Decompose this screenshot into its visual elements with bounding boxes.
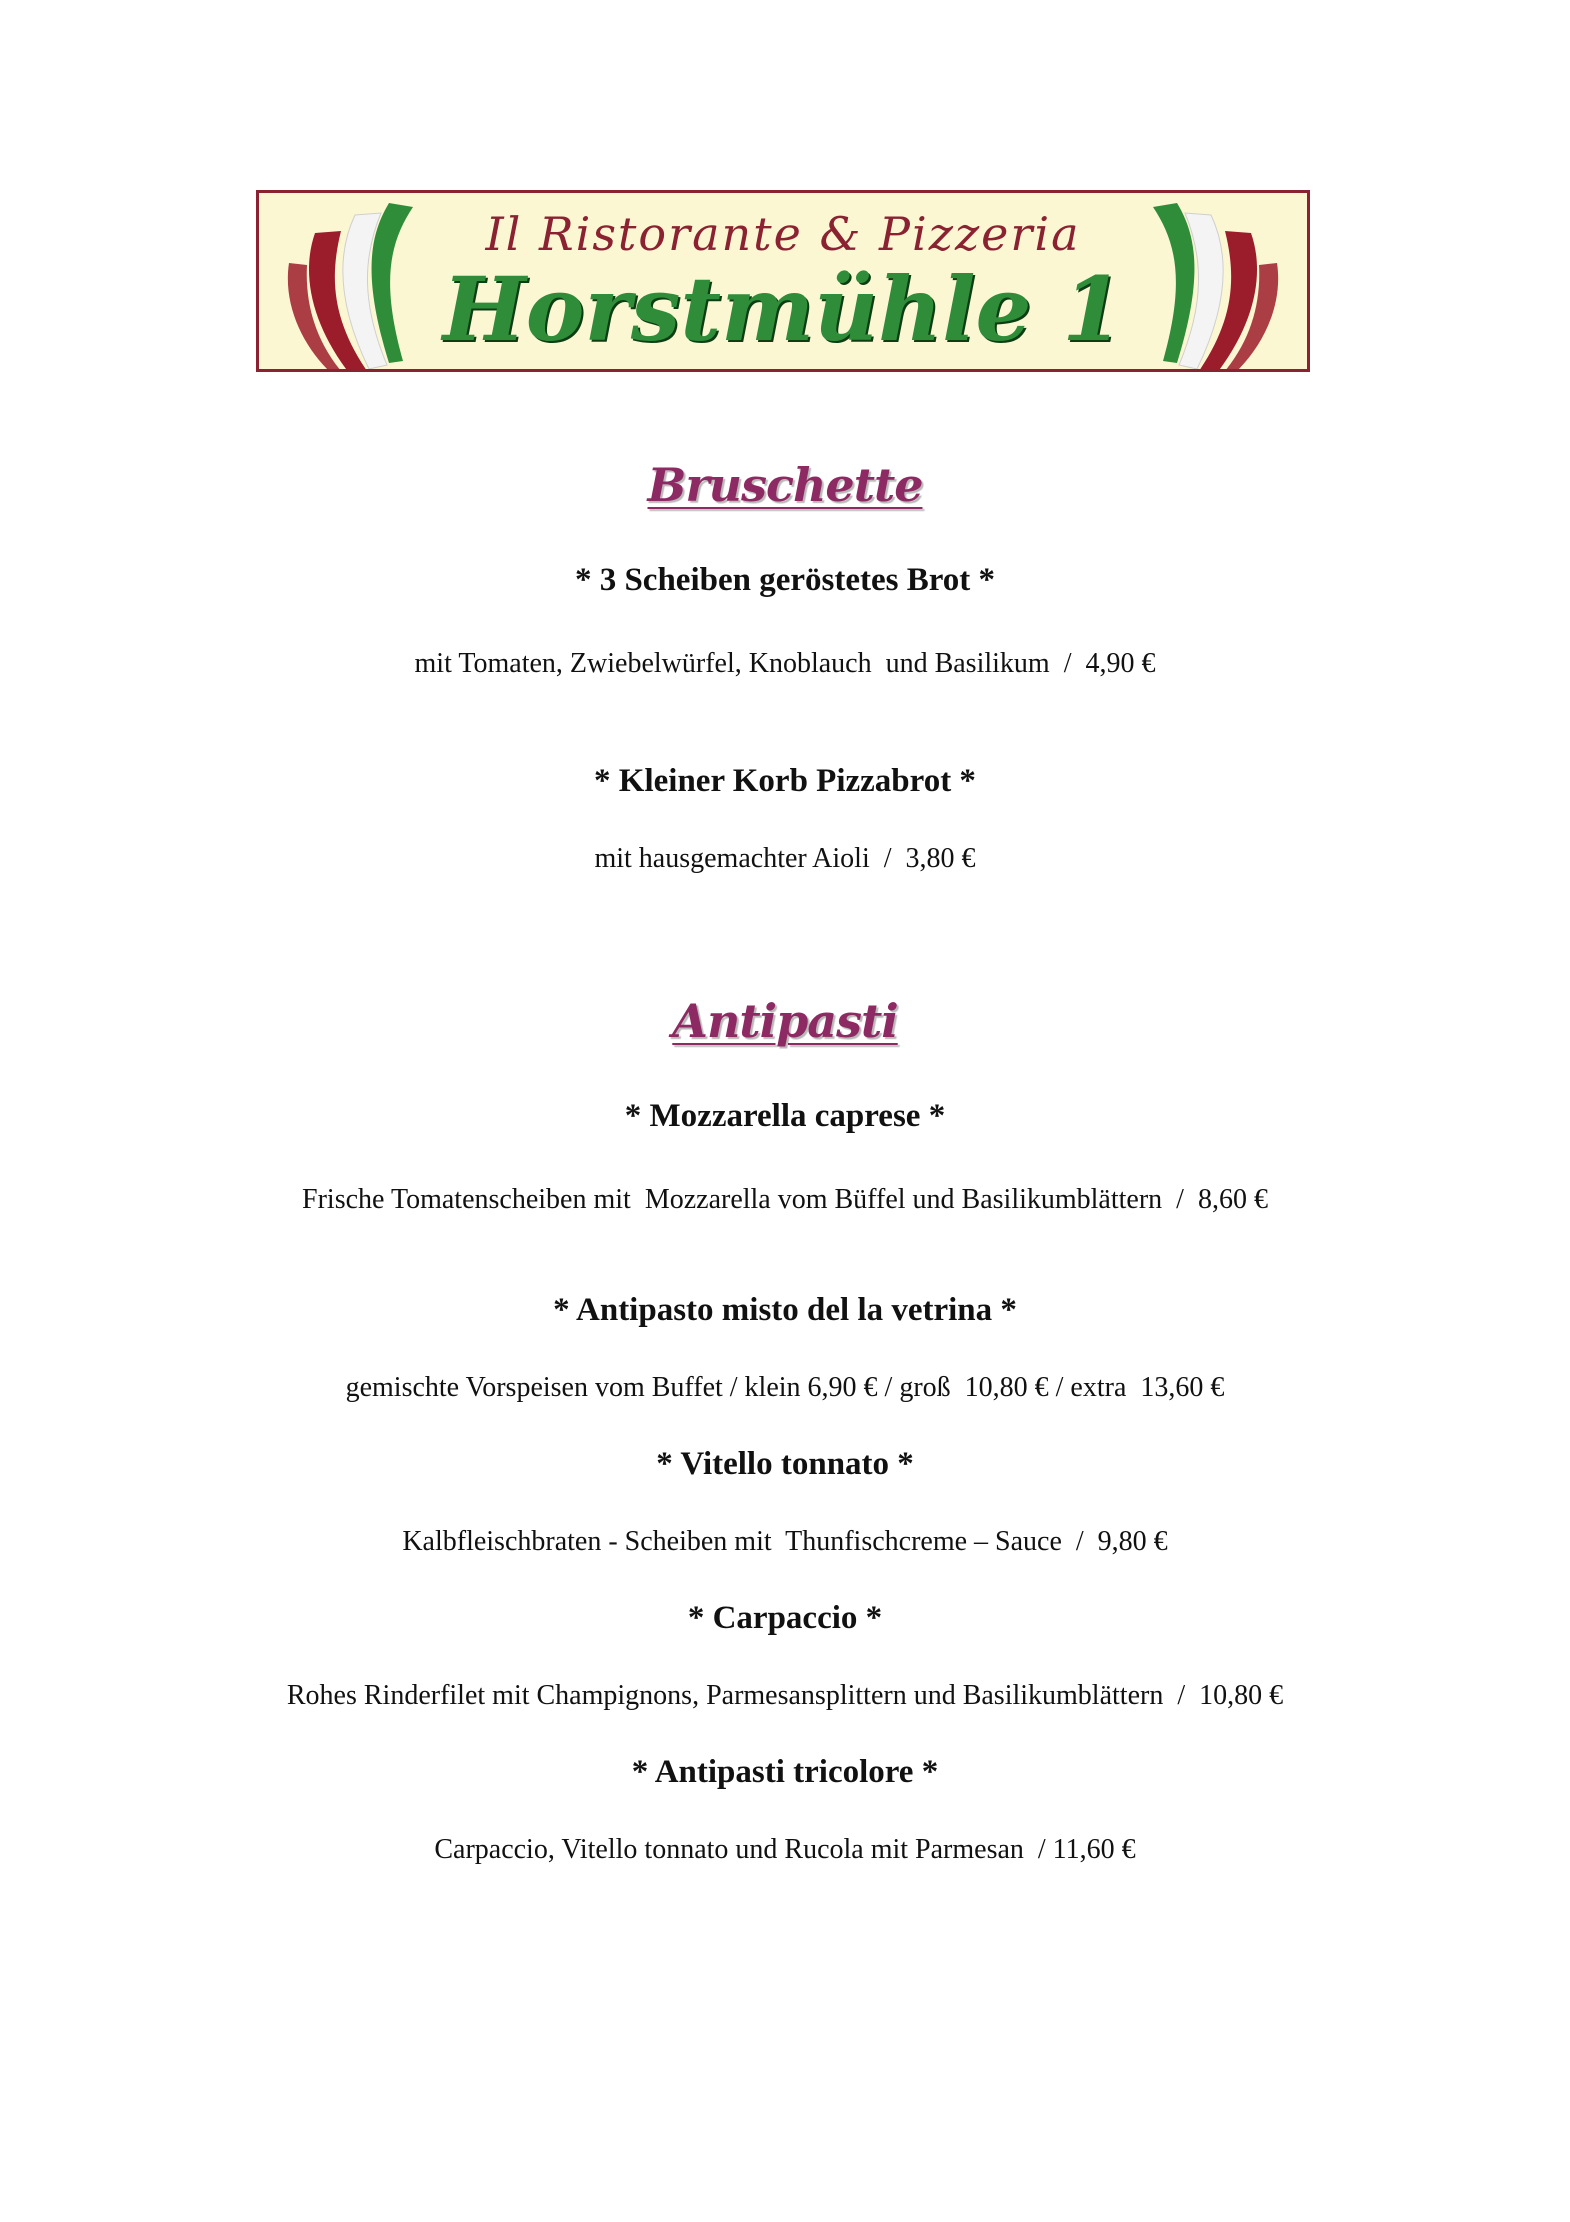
- menu-item-name: * Antipasto misto del la vetrina *: [553, 1292, 1017, 1328]
- section-title-antipasti: Antipasti: [672, 994, 898, 1048]
- menu-item-name: * Mozzarella caprese *: [624, 1098, 946, 1134]
- menu-item-description: mit hausgemachter Aioli / 3,80 €: [594, 843, 976, 874]
- menu-item-description: mit Tomaten, Zwiebelwürfel, Knoblauch und Basilikum / 4,90 €: [414, 648, 1156, 679]
- menu-item-name: * Vitello tonnato *: [656, 1446, 914, 1482]
- menu-item-name: * 3 Scheiben geröstetes Brot *: [574, 562, 996, 598]
- menu-item-description: gemischte Vorspeisen vom Buffet / klein 6,90 € / groß 10,80 € / extra 13,60 €: [345, 1372, 1225, 1403]
- menu-item-description: Rohes Rinderfilet mit Champignons, Parmesansplittern und Basilikumblättern / 10,80 €: [286, 1680, 1284, 1711]
- menu-item-name: * Kleiner Korb Pizzabrot *: [594, 763, 976, 799]
- menu-item-description: Frische Tomatenscheiben mit Mozzarella vom Büffel und Basilikumblättern / 8,60 €: [302, 1184, 1268, 1215]
- menu-item-description: Kalbfleischbraten - Scheiben mit Thunfischcreme – Sauce / 9,80 €: [402, 1526, 1168, 1557]
- menu-item-description: Carpaccio, Vitello tonnato und Rucola mit Parmesan / 11,60 €: [434, 1834, 1136, 1865]
- menu-item-name: * Carpaccio *: [687, 1600, 883, 1636]
- menu-item-name: * Antipasti tricolore *: [631, 1754, 939, 1790]
- section-title-bruschette: Bruschette: [647, 458, 923, 512]
- logo-restaurant-name: Horstmühle 1: [442, 257, 1124, 361]
- restaurant-logo-banner: [256, 190, 1310, 372]
- logo-subtitle: Il Ristorante & Pizzeria: [485, 207, 1081, 261]
